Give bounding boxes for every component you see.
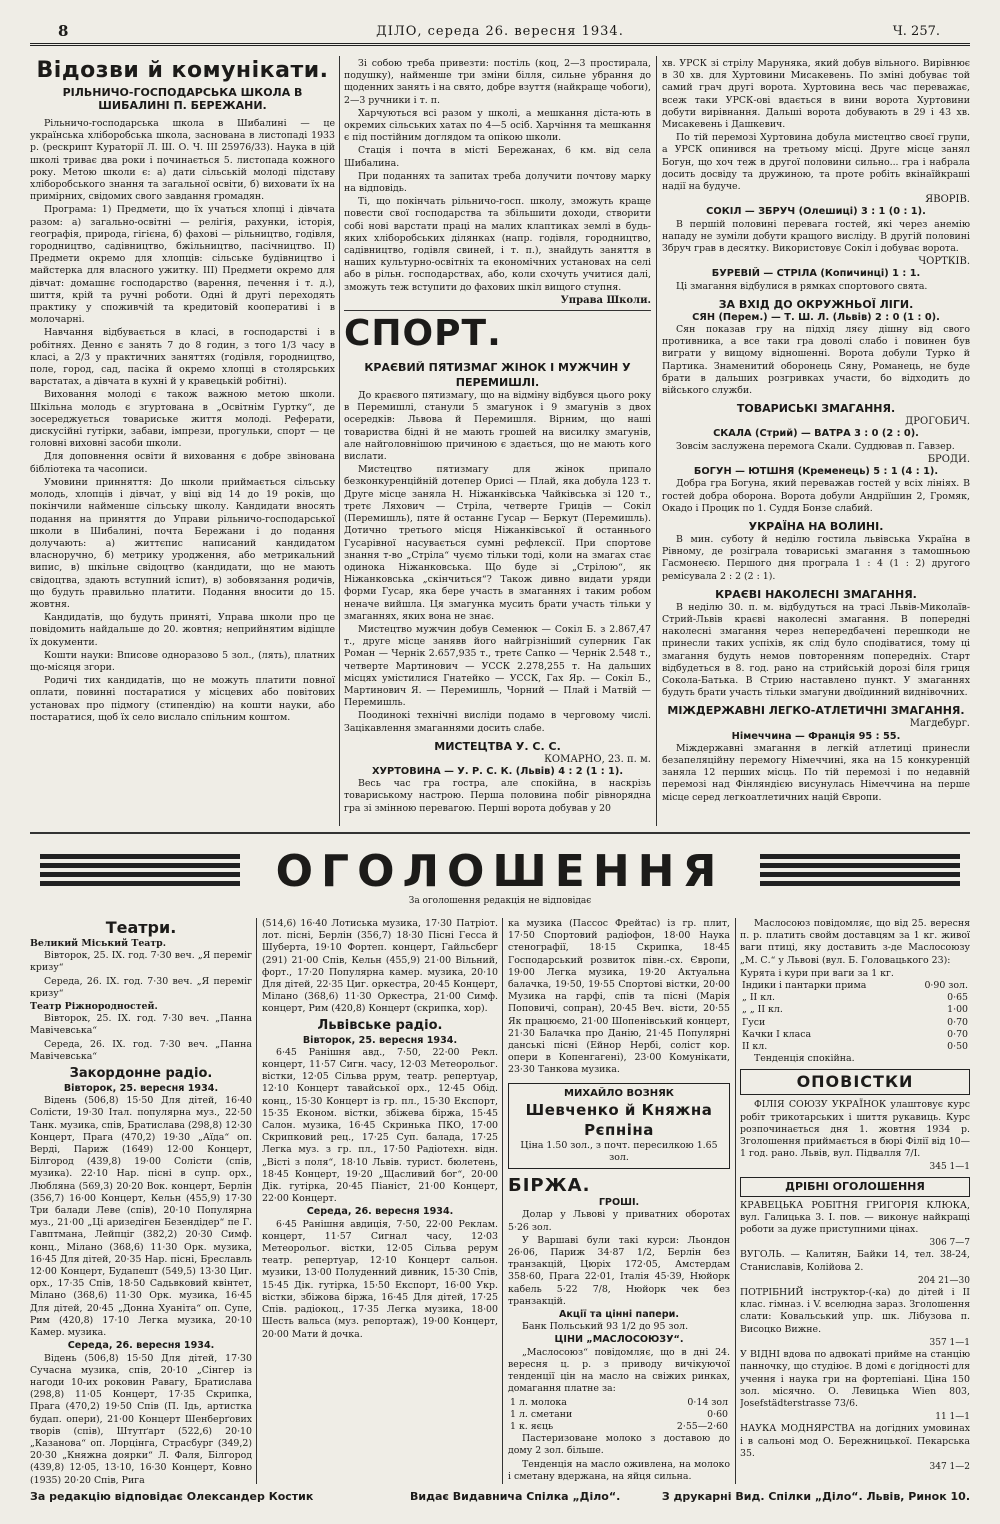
radio-listing: 6·45 Ранішня авд., 7·50, 22·00 Рекл. концерт, 11·57 Сигн. часу, 12·03 Метеорольог. вістки, 12·05 Сільва ррум, театр. репертуар, 12·10 Концерт тавайської орх., 12·45 Обід. конц., 15·30 Концерт із гр. пл., 15·30 Експорт, 15·35 Економ. вістки, збіжева біржа, 15·45 Салон. музика, 16·45 Скринька ПКО, 17·00 Скрипковий рец., 17·25 Суп. балада, 17·25 Легка муз. з гр. пл., 17·50 Радіотехн. відн. „Вісті з поля“, 18·10 Львів. турист. бюлетень, 18·45 Концерт, 19·20 „Щасливий бог“, 20·00 Дік. гутірка, 20·45 Піаніст, 21·00 Концерт, 22·00 Концерт. bbox=[262, 1046, 498, 1205]
match-result: СЯН (Перем.) — Т. Ш. Л. (Львів) 2 : 0 (1 : 0). bbox=[692, 311, 940, 323]
paragraph: Рільничо-господарська школа в Шибалині — це українська хліборобська школа, заснована в листопаді 1933 р. (рескрипт Кураторії Л. Ш. О. Ч. ІІІ 25976/33). Наука в цій школі триває два роки і починається 5. листопада кожного року. Метою школи є: а) дати сільській молоді підставу хліборобського знання та загальної освіти, б) виховати їх на примірних, свідомих свого завдання громадян. bbox=[30, 118, 335, 203]
paragraph: В мин. суботу й неділю гостила львівська Україна в Рівному, де розіграла товариські змагання з тамошньою Гасмонеєю. Першого дня програла 1 : 4 (1 : 2) другого ремісувала 2 : 2 (2 : 1). bbox=[662, 533, 970, 582]
table-cell: 1·00 bbox=[947, 1004, 968, 1016]
ads-column-4 bbox=[740, 918, 970, 1484]
ads-title: ОГОЛОШЕННЯ bbox=[275, 846, 725, 897]
theatre-name: Великий Міський Театр. bbox=[30, 938, 166, 949]
radio-day: Вівторок, 25. вересня 1934. bbox=[302, 1034, 458, 1046]
section-divider bbox=[30, 832, 970, 834]
theatres-title: Театри. bbox=[105, 918, 177, 937]
table-row bbox=[508, 1409, 730, 1421]
paragraph: Для доповнення освіти й виховання є добре звінована бібліотека та часописи. bbox=[30, 451, 335, 475]
table-cell: „ II кл. bbox=[742, 992, 776, 1004]
paragraph: Умовини принняття: До школи приймається сільську молодь, хлопців і дівчат, у віці від 14 до 19 років, що покінчили найменше сільську школу. Кандидати вносять подання на приняття до Управи рільничо-господарської школи в Шибалині, почта Бережани і до подання долучають: а) життєпис написаний кандидатом власноручно, б) метрику уродження, або метрикальний випис, в) шкільне свідоцтво (кандидати, що не мають свідоцтва, здають вступний іспит), в) зобовязання родичів, що будуть правильно платити. Подання вносити до 15. жовтня. bbox=[30, 476, 335, 610]
table-cell: 0·65 bbox=[947, 992, 968, 1004]
table-row bbox=[740, 1017, 970, 1029]
column-divider bbox=[502, 918, 503, 1484]
paragraph: Банк Польський 93 1/2 до 95 зол. bbox=[522, 1321, 689, 1333]
birzha-sub: ЦІНИ „МАСЛОСОЮЗУ“. bbox=[554, 1334, 684, 1346]
radio-listing: (514,6) 16·40 Лотиська музика, 17·30 Патріот. лот. пісні, Берлін (356,7) 18·30 Пісні Гесса й Шуберта, 19·10 Фортеп. концерт, Гайльсберг (291) 21·00 Спів, Кельн (455,9) 21·00 Вільний, форт., 17·20 Популярна камер. музика, 20·10 Для дітей, 22·35 Циг. оркестра, 20·45 Концерт, Мілано (368,6) 11·30 Оркестра, 21·00 Симф. концерт, Рим (420,8) Концерт (скрипка, хор). bbox=[262, 918, 498, 1015]
book-author: МИХАЙЛО ВОЗНЯК bbox=[564, 1087, 674, 1099]
table-cell: 1 к. яєць bbox=[510, 1420, 554, 1432]
section-heading: МІЖДЕРЖАВНІ ЛЕГКО-АТЛЕТИЧНІ ЗМАГАННЯ. bbox=[667, 704, 965, 718]
column-divider bbox=[735, 918, 736, 1484]
table-cell: 2·55—2·60 bbox=[676, 1420, 728, 1432]
ad-number: 347 1—2 bbox=[929, 1461, 970, 1472]
table-cell: 1 л. сметани bbox=[510, 1408, 573, 1420]
table-cell: Гуси bbox=[742, 1016, 766, 1028]
book-price: Ціна 1.50 зол., з почт. пересилкою 1.65 зол. bbox=[520, 1139, 718, 1164]
paragraph: ФІЛІЯ СОЮЗУ УКРАЇНОК улаштовує курс робіт трикотарських і шиття рукавиць. Курс розпочинається дня 1. жовтня 1934 р. Зголошення приймається в бюрі Філії від 10—1 год. рано. Львів, вул. Підвалля 7/І. bbox=[740, 1099, 970, 1160]
radio-listing: 6·45 Ранішня авдиція, 7·50, 22·00 Реклам. концерт, 11·57 Сигнал часу, 12·03 Метеорольог. вістки, 12·05 Сільва рерум театр. репертуар, 12·10 Концерт сальон. музики, 13·00 Полуденний дивник, 15·30 Спів, 15·45 Дік. гутірка, 15·50 Експорт, 16·00 Укр. вістки, збіжова біржа, 16·45 Для дітей, 17·25 Спів. радіокоц., 17·35 Легка музика, 18·00 Шесть вальса (муз. репортаж), 19·00 Концерт, 20·00 Мати й дочка. bbox=[262, 1218, 498, 1340]
sport-title: СПОРТ. bbox=[344, 313, 502, 355]
section-heading: КРАЄВІ НАКОЛЕСНІ ЗМАГАННЯ. bbox=[715, 587, 917, 601]
opovistky-header bbox=[740, 1069, 970, 1095]
paragraph: У Варшаві були такі курси: Льондон 26·06, Париж 34·87 1/2, Берлін без транзакцій, Цюріх 172·05, Амстердам 358·60, Прага 22·01, Італія 45·39, Нюйорк кабель 5·22 7/8, Нюйорк чек без транзакцій. bbox=[508, 1234, 730, 1307]
column-1 bbox=[30, 58, 335, 828]
location: ЯВОРІВ. bbox=[925, 194, 970, 206]
small-ad: НАУКА МОДНЯРСТВА на догідних умовинах і в сальоні мод О. Бережницької. Пекарська 35. bbox=[740, 1423, 970, 1459]
table-cell: 0·14 зол bbox=[687, 1396, 728, 1408]
paragraph: При поданнях та запитах треба долучити почтову марку на відповідь. bbox=[344, 170, 651, 195]
birzha-sub: Акції та цінні папери. bbox=[558, 1309, 680, 1321]
table-cell: 0·70 bbox=[947, 1028, 968, 1040]
paragraph: Виховання молоді є також важною метою школи. Шкільна молодь є згуртована в „Освітнім Гуртку“, де зосереджується товариське життя молоді. Реферати, дискусійні гутірки, забави, імпрези, прогульки, спорт — це головні виховні засоби школи. bbox=[30, 389, 335, 450]
paragraph: Ці змагання відбулися в рямках спортового свята. bbox=[676, 280, 928, 292]
paragraph: В першій половині перевага гостей, які через анемію нападу не зуміли добути кращого висліду. В другій половині Збруч грав в десятку. Використовує Сокіл і добуває ворота. bbox=[662, 218, 970, 255]
match-result: Німеччина — Франція 95 : 55. bbox=[731, 730, 901, 742]
paragraph: Маслосоюз повідомляє, що від 25. вересня п. р. платить свойм доставцям за 1 кг. живої ваги птиці, яку доставить з-де Маслосоюзу „М. С.“ у Львові (вул. Б. Головацького 23): bbox=[740, 918, 970, 966]
theatre-listing: Вівторок, 25. IX. год. 7·30 веч. „Я переміг кризу“ bbox=[30, 950, 252, 974]
paragraph: В неділю 30. п. м. відбудуться на трасі Львів-Миколаїв-Стрий-Львів краєві наколесні змагання. В попередні наколесні змагання через непередбачені перешкоди не принесли таких успіхів, як слід було сподіватися, тому ці змагання будуть немов повторенням попередніх. Старт відбудеться в 8. год. рано на стрийській дорозі біля гриця Сокола-Батька. В Стрию наставлено пункт. У змаганнях будуть брати участь тільки змагуни двоїдинний виднівочних. bbox=[662, 601, 970, 699]
table-cell: 0·60 bbox=[707, 1408, 728, 1420]
paragraph: Програма: 1) Предмети, що їх учаться хлопці і дівчата разом: а) загально-освітні — релігія, рахунки, історія, географія, природа, гігієна, б) фахові — рільництво, годівля, городництво, садівництво, бжільництво, пасічництво. ІІ) Предмети окремо для хлопців: сільське будівництво і майстерка для власного ужитку. ІІІ) Предмети окремо для дівчат: домашнє господарство (варення, печення і т. д.), шиття, крій та ручні роботи. Одні й другі переходять практику у споживчій та кредитовій кооперативі і в молочарні. bbox=[30, 204, 335, 326]
paragraph: хв. УРСК зі стрілу Маруняка, який добув вільного. Вирівнює в 30 хв. для Хуртовини Мисакевень. По зміні добуває той самий грач другі ворота. Хуртовина весь час переважає, всеж таки УРСК-ові вдається в вини ворота Хуртовини добути вирівнання. Дальші ворота добувають в 29 і 43 хв. Мисакевень і Дашкевич. bbox=[662, 58, 970, 131]
footer-editor: За редакцію відповідає Олександер Костик bbox=[30, 1490, 314, 1503]
radio-day: Середа, 26. вересня 1934. bbox=[67, 1340, 215, 1352]
paragraph: Ті, що покінчать рільничо-госп. школу, зможуть краще повести свої господарства та збільшити доходи, створити собі нові варстати праці на малих клаптиках землі в будь-яких хліборобських ділянках (напр. годівля, городництво, садівництво, годівля свиней, і т. п.), знайдуть заняття в наших культурно-освітніх та економічних установах на селі або в рільн. господарствах, або, коли схочуть учитися далі, зможуть теж вступити до фахових шкіл вищого ступня. bbox=[344, 196, 651, 293]
birzha-sub: ГРОШІ. bbox=[598, 1197, 640, 1209]
paragraph: Мистецтво мужчин добув Семенюк — Сокіл Б. з 2.867,47 т., друге місце занявв його найгрізніший суперник Гак Роман — Чернік 2.657,935 т., третє Сапко — Чернік 2.548 т., четверте Мартинович — УССК 2.278,255 т. На дальших місцях умістилися Гнатейко — УССК, Гах Яр. — Сокіл Б., Мартинович Я. — Перемишль, Чорний — Плай і Матвій — Перемишль. bbox=[344, 623, 651, 709]
small-ads-title: ДРІБНІ ОГОЛОШЕННЯ bbox=[785, 1179, 925, 1193]
paragraph: Весь час гра гостра, але спокійна, в наскрізь товариському настрою. Перша половина побіг рівнорядна гра зі змінною перевагою. Перші ворота добував у 20 bbox=[344, 778, 651, 814]
match-result: ХУРТОВИНА — У. Р. С. К. (Львів) 4 : 2 (1 : 1). bbox=[371, 765, 624, 777]
sport-heading-2: МИСТЕЦТВА У. С. С. bbox=[434, 739, 561, 753]
issue-number: Ч. 257. bbox=[892, 24, 940, 39]
paragraph: Харчуються всі разом у школі, а мешкання діста-ють в окремих сільських хатах по 4—5 осіб. Харчіння та мешкання є під постійним доглядом та опікою школи. bbox=[344, 107, 651, 144]
ad-number: 204 21—30 bbox=[918, 1275, 970, 1286]
ad-number: 11 1—1 bbox=[935, 1412, 970, 1423]
theatre-listing: Середа, 26. IX. год. 7·30 веч. „Панна Мавічевська“ bbox=[30, 1038, 252, 1062]
table-cell: Індики і пантарки прима bbox=[742, 980, 867, 992]
paragraph: „Маслосоюз“ повідомляє, що в дні 24. вересня ц. р. з приводу вичікуючої тенденції цін на масло на свіжих ринках, домагання платне за: bbox=[508, 1346, 730, 1395]
paragraph: Зі собою треба привезти: постіль (коц, 2—3 простирала, подушку), найменше три зміни білля, сильне убрання до щоденних занять і на свято, добре взуття (найкраще чобоги), 2—3 ручники і т. п. bbox=[344, 58, 651, 106]
match-result: БОГУН — ЮТШНЯ (Кременець) 5 : 1 (4 : 1). bbox=[693, 466, 939, 478]
theatre-listing: Вівторок, 25. IX. год. 7·30 веч. „Панна Мавічевська“ bbox=[30, 1013, 252, 1037]
location: ЧОРТКІВ. bbox=[918, 256, 970, 268]
radio-day: Середа, 26. вересня 1934. bbox=[306, 1206, 454, 1218]
column-2 bbox=[344, 58, 651, 828]
paragraph: Сян показав гру на підхід ляєу дішну від свого противника, а все таки гра доволі слабо і повинен був виграти у вищому відношенні. Ворота добули Турко й Партика. Знаменитий оборонець Сяну, Романець, не буде брати в дальших розгривках участи, бо відходить до війського служби. bbox=[662, 324, 970, 397]
footer-publisher: Видає Видавнича Спілка „Діло“. bbox=[410, 1490, 621, 1503]
ad-number: 357 1—1 bbox=[929, 1337, 970, 1348]
paragraph: Тенденція спокійна. bbox=[754, 1053, 855, 1065]
paragraph: Пастеризоване молоко з доставою до дому 2 зол. більше. bbox=[508, 1433, 730, 1457]
ad-number: 345 1—1 bbox=[929, 1162, 970, 1173]
table-cell: II кл. bbox=[742, 1041, 768, 1053]
ads-column-1 bbox=[30, 918, 252, 1484]
column-divider bbox=[656, 56, 657, 826]
price-table bbox=[508, 1397, 730, 1434]
banner-bars-right bbox=[760, 854, 960, 894]
footer-printer: З друкарні Вид. Спілки „Діло“. Львів, Ринок 10. bbox=[661, 1490, 970, 1503]
match-result: БУРЕВІЙ — СТРІЛА (Копичинці) 1 : 1. bbox=[711, 268, 921, 280]
radio-listing: Відень (506,8) 15·50 Для дітей, 16·40 Солісти, 19·30 Італ. популярна муз., 22·50 Танк. музика, спів, Братислава (298,8) 12·30 Концерт, Прага (470,2) 19·30 „Аїда“ оп. Верді, Париж (1649) 12·00 Концерт, Білгород (439,8) 19·00 Солісти (спів, музика). 22·10 Нар. пісні в супр. орх., Люблянa (569,3) 20·20 Вок. концерт, Берлін (356,7) 16·00 Концерт, Кельн (455,9) 17·30 Три балади Леве (спів), 20·10 Популярна муз., 21·00 „Ці аризедіген Безендідер“ пе Г. Гавптмана, Лейпціг (382,2) 20·30 Симф. конц., Мілано (368,6) 11·30 Орк. музика, 16·45 Для дітей, 20·35 Нар. пісні, Бреславль 12·00 Концерт, Будапешт (549,5) 13·30 Циг. орх., 17·35 Спів, 18·50 Садьвковий квінтет, Мілано (368,6) 11·30 Орк. музика, 16·45 Для дітей, 20·45 „Донна Хуаніта“ оп. Супе, Рим (420,8) 17·10 Легка музика, 20·10 Камер. музика. bbox=[30, 1095, 252, 1339]
sport-heading: КРАЄВИЙ ПЯТИЗМАГ ЖІНОК І МУЖЧИН У ПЕРЕМИШЛІ. bbox=[364, 361, 631, 390]
small-ad: У ВІДНІ вдова по адвокаті прийме на станцію панночку, що студіює. В домі є догідності для учення і наука гри на фортепіані. Ціна 150 зол. місячно. О. Левицька Wien 803, Josefstädterstrasse 73/6. bbox=[740, 1349, 970, 1409]
location: Магдебург. bbox=[909, 718, 970, 730]
theatre-listing: Середа, 26. IX. год. 7·30 веч. „Я переміг кризу“ bbox=[30, 975, 252, 999]
paragraph: По тій перемозі Хуртовина добула мистецтво своєї групи, а УРСК опинився на третьому місці. Друге місце занял Богун, що хоч теж в другої половини сильно... гра і набрала досить досвіду та дружиною, та проте робіть вкінаїйкраші надії на будуче. bbox=[662, 132, 970, 193]
location: КОМАРНО, 23. п. м. bbox=[544, 753, 651, 765]
column-divider bbox=[339, 56, 340, 826]
book-title: Шевченко й Княжна Рєпніна bbox=[525, 1100, 713, 1139]
table-row bbox=[740, 1029, 970, 1041]
table-cell: 0·90 зол. bbox=[924, 980, 968, 992]
paragraph: Зовсім заслужена перемога Скали. Суддював п. Гавзер. bbox=[676, 440, 955, 452]
location: БРОДИ. bbox=[927, 453, 970, 465]
table-cell: 1 л. молока bbox=[510, 1396, 567, 1408]
small-ad: ВУГОЛЬ. — Калитян, Байки 14, тел. 38-24, Станиславів, Колійова 2. bbox=[740, 1249, 970, 1273]
ad-number: 306 7—7 bbox=[929, 1238, 970, 1249]
small-ad: ПОТРІБНИЙ інструктор-(-ка) до дітей і II клас. гімназ. і V. вселюдна зараз. Зголошення слати: Ковальський упр. шк. Лібузова п. Висоцко Вижне. bbox=[740, 1287, 970, 1335]
paragraph: Тенденція на масло оживлена, на молоко і сметану вдержана, на яйця сильна. bbox=[508, 1458, 730, 1482]
radio-listing: Відень (506,8) 15·50 Для дітей, 17·30 Сучасна музика, спів, 20·10 „Сінгер із нагоди 10-их роковин Равагу, Братислава (298,8) 11·05 Концерт, 17·35 Скрипка, Прага (470,2) 19·50 Спів (П. Ідь, артистка будап. опери), 21·00 Концерт Шенберґових творів (спів), Штутґарт (522,6) 20·10 „Казанова“ оп. Лорцінга, Страсбург (349,2) 20·30 „Княжна доярки“ Л. Фаля, Білгород (439,8) 12·05, 13·10, 16·30 Концерт, Ковно (1935) 20·20 Спів, Рига bbox=[30, 1352, 252, 1484]
ads-column-2 bbox=[262, 918, 498, 1484]
paragraph: Навчання відбувається в класі, в господарстві і в робітнях. Денно є занять 7 до 8 годин, з того 1/3 часу в класі, а 2/3 у практичних заняттях (годівля, городництво, поле, город, сад, пасіка й окремо хлопці в столярських варстатах, а дівчата в кухні й у кравецькій робітні). bbox=[30, 327, 335, 388]
section-heading: ТОВАРИСЬКІ ЗМАГАННЯ. bbox=[736, 402, 896, 416]
column-3 bbox=[662, 58, 970, 828]
masthead: ДІЛО, середа 26. вересня 1934. bbox=[376, 24, 624, 39]
table-row bbox=[740, 1041, 970, 1053]
paragraph: Родичі тих кандидатів, що не можуть платити повної оплати, повинні постаратися у місцевих або повітових установах про підмогу (стипендію) на кошти науки, або постаратися, щоб їх село вислало спільним коштом. bbox=[30, 675, 335, 723]
table-cell: 0·50 bbox=[947, 1041, 968, 1053]
page-header bbox=[30, 20, 970, 46]
page-number: 8 bbox=[58, 22, 69, 40]
ads-column-3 bbox=[508, 918, 730, 1484]
paragraph: Кошти науки: Вписове одноразово 5 зол., (лять), платних що-місяця згори. bbox=[30, 649, 335, 673]
poultry-table bbox=[740, 980, 970, 1053]
paragraph: Кандидатів, що будуть приняті, Управа школи про це повідомить найдальше до 20. жовтня; неприйнятим відіщле їх документи. bbox=[30, 612, 335, 648]
table-row bbox=[508, 1421, 730, 1433]
table-row bbox=[740, 992, 970, 1004]
match-result: СКАЛА (Стрий) — ВАТРА 3 : 0 (2 : 0). bbox=[713, 428, 919, 440]
paragraph: Поодинокі технічні висліди подамо в черговому числі. Зацікавлення змаганнями досить слабе. bbox=[344, 710, 651, 734]
paragraph: Міждержавні змагання в легкій атлетиці принесли безапеляційну перемогу Німеччині, яка на 15 конкуренцій заняла 12 перших місць. По тій перемозі і по недавній перемозі над Фінляндією висунулась Німеччина на перше місце серед легкоатлетичних націй Європи. bbox=[662, 742, 970, 803]
birzha-title: БІРЖА. bbox=[508, 1175, 591, 1197]
table-row bbox=[508, 1397, 730, 1409]
table-cell: 0·70 bbox=[947, 1016, 968, 1028]
small-ad: КРАВЕЦЬКА РОБІТНЯ ГРИГОРІЯ КЛЮКА, вул. Галицька 3. І. пов. — виконує найкращі роботи за дуже приступними цінах. bbox=[740, 1199, 970, 1236]
section-heading: УКРАЇНА НА ВОЛИНІ. bbox=[748, 519, 884, 533]
ads-banner bbox=[40, 840, 960, 914]
paragraph: Долар у Львові у приватних оборотах 5·26 зол. bbox=[508, 1209, 730, 1233]
banner-bars-left bbox=[40, 854, 240, 894]
column-divider bbox=[256, 918, 257, 1484]
table-row bbox=[740, 980, 970, 992]
section-heading: ЗА ВХІД ДО ОКРУЖНЬОЇ ЛІГИ. bbox=[718, 297, 914, 311]
radio-day: Вівторок, 25. вересня 1934. bbox=[63, 1083, 219, 1095]
radio-lviv-title: Львівське радіо. bbox=[317, 1017, 443, 1033]
theatre-name: Театр Ріжнородностей. bbox=[30, 1001, 158, 1013]
signature: Управа Школи. bbox=[560, 294, 651, 306]
book-ad bbox=[508, 1083, 730, 1170]
paragraph: Мистецтво пятизмагу для жінок припало безконкуренційній дотепер Орисі — Плай, яка добула 123 т. Друге місце заняла Н. Ніжанківська Чайківська зі 120 т., третє Ляхович — Стріла, четверте Гриців — Сокіл (Перемишль), пяте й останнє Гусар — Беркут (Перемишль). Дотично третього місця Ніжанківської й останнього Гусарівної насувається сумні рефлексії. При спортове знання т-во „Стріла“ чуємо тільки тоді, коли на змагах стає одинока Ніжанковська. Що буде зі „Стрілою“, як Ніжанковська „скінчиться“? Також дивно видати уряди форми Гусар, яка бере участь в змаганнях і таким робом неначе вийшла. Ця змагунка мусить брати участь тільки у змаганнях, яких вона не знає. bbox=[344, 464, 651, 622]
poultry-head: Курята і кури при ваги за 1 кг. bbox=[740, 967, 894, 979]
table-cell: „ „ II кл. bbox=[742, 1004, 783, 1016]
table-row bbox=[740, 1004, 970, 1016]
article-subtitle: РІЛЬНИЧО-ГОСПОДАРСЬКА ШКОЛА В ШИБАЛИНІ П. БЕРЕЖАНИ. bbox=[62, 86, 303, 112]
paragraph: До краєвого пятизмагу, що на відміну відбувся цього року в Перемишлі, станули 5 змагунок і 9 змагунів з двох осередків: Львова й Перемишля. Вірним, що наші товариства бідні й не мають грошей на висилку змагунів, але найголовнішою причиною є здається, що не мають кого вислати. bbox=[344, 390, 651, 463]
article-title: Відозви й комунікати. bbox=[36, 58, 329, 83]
radio-foreign-title: Закордонне радіо. bbox=[69, 1066, 213, 1082]
match-result: СОКІЛ — ЗБРУЧ (Олешиці) 3 : 1 (0 : 1). bbox=[706, 206, 926, 218]
radio-listing: ка музика (Пассос Фрейтас) із гр. плит, 17·50 Спортовий радіофон, 18·00 Наука стенографії, 18·15 Скрипка, 18·45 Господарський розвиток півн.-сх. Європи, 19·00 Легка музика, 19·20 Актуальна балачка, 19·50, 19·55 Спортові вістки, 20·00 Музика на гарфі, спів та пісні (Марія Поповичі, сопран), 20·45 Веч. вісти, 20·55 Як працюємо, 21·00 Шопенівський концерт, 21·30 Балачка про Данію, 21·45 Популярні данські пісні (Ейнор Нербі, соліст кор. опери в Копенгагені), 23·00 Комунікати, 23·30 Танкова музика. bbox=[508, 918, 730, 1076]
small-ads-header bbox=[740, 1177, 970, 1197]
paragraph: Стація і почта в місті Бережанах, 6 км. від села Шибалина. bbox=[344, 145, 651, 169]
location: ДРОГОБИЧ. bbox=[905, 416, 970, 428]
table-cell: Качки I класа bbox=[742, 1028, 812, 1040]
paragraph: Добра гра Богуна, який переважав гостей у всіх лініях. В гостей добра оборона. Ворота добули Андріїшин 2, Громяк, Окадо і Процик по 1. Суддя Бонзе слабий. bbox=[662, 478, 970, 514]
ads-note: За оголошення редакція не відповідає bbox=[408, 896, 592, 906]
opovistky-title: ОПОВІСТКИ bbox=[796, 1072, 914, 1092]
